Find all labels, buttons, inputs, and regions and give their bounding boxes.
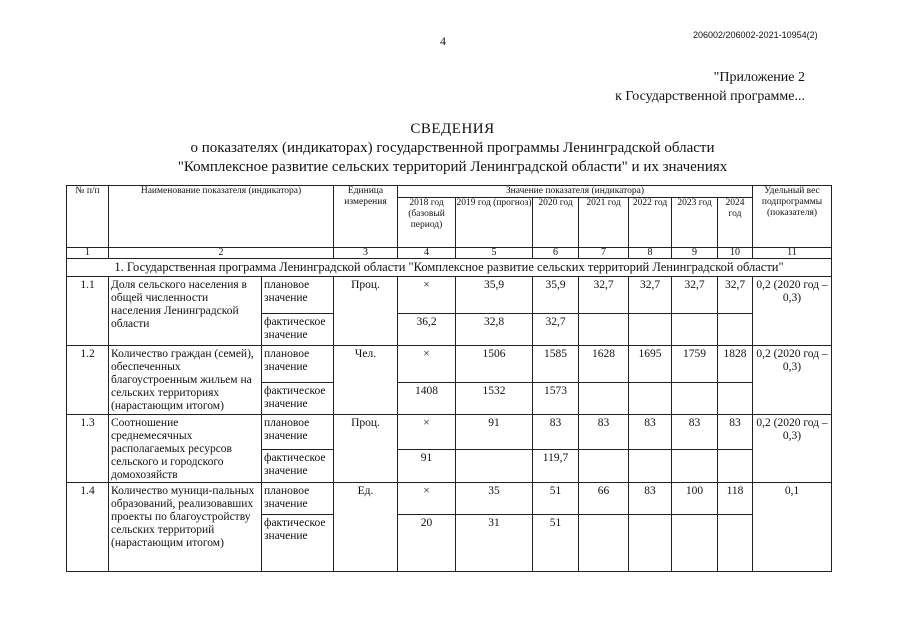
header-no: № п/п bbox=[67, 186, 109, 248]
planned-value: × bbox=[398, 483, 456, 515]
actual-value bbox=[579, 515, 629, 572]
actual-value bbox=[718, 314, 753, 346]
section-title: 1. Государственная программа Ленинградской области "Комплексное развитие сельских территорий Ленинградской области" bbox=[67, 259, 832, 277]
header-year: 2023 год bbox=[672, 198, 718, 248]
actual-label: фактическое значение bbox=[262, 515, 334, 572]
header-value-group: Значение показателя (индикатора) bbox=[398, 186, 753, 198]
planned-value: 35,9 bbox=[456, 277, 533, 314]
actual-value bbox=[579, 383, 629, 415]
actual-value bbox=[579, 314, 629, 346]
indicator-number: 1.1 bbox=[67, 277, 109, 346]
actual-value: 51 bbox=[533, 515, 579, 572]
planned-value: 51 bbox=[533, 483, 579, 515]
planned-value: 32,7 bbox=[672, 277, 718, 314]
indicator-unit: Проц. bbox=[334, 415, 398, 483]
indicator-name: Доля сельского населения в общей численности населения Ленинградской области bbox=[109, 277, 262, 346]
planned-value: 35,9 bbox=[533, 277, 579, 314]
planned-value: 100 bbox=[672, 483, 718, 515]
indicator-share: 0,1 bbox=[753, 483, 832, 572]
header-share: Удельный вес подпрограммы (показателя) bbox=[753, 186, 832, 248]
indicator-number: 1.3 bbox=[67, 415, 109, 483]
title-line-1: о показателях (индикаторах) государственной программы Ленинградской области bbox=[190, 140, 715, 156]
planned-value: 118 bbox=[718, 483, 753, 515]
title-line-2: "Комплексное развитие сельских территорий Ленинградской области" и их значениях bbox=[177, 159, 728, 175]
document-title bbox=[0, 120, 905, 177]
actual-value bbox=[672, 515, 718, 572]
column-number: 2 bbox=[109, 248, 334, 259]
actual-value: 91 bbox=[398, 449, 456, 482]
planned-label: плановое значение bbox=[262, 483, 334, 515]
indicator-share: 0,2 (2020 год – 0,3) bbox=[753, 346, 832, 415]
planned-label: плановое значение bbox=[262, 415, 334, 450]
table-row bbox=[67, 415, 832, 450]
table-row bbox=[67, 346, 832, 383]
indicators-table bbox=[66, 185, 832, 572]
header-year: 2020 год bbox=[533, 198, 579, 248]
indicator-name: Количество муници-пальных образований, реализовавших проекты по благоустройству сельских территорий (нарастающим итогом) bbox=[109, 483, 262, 572]
column-number: 6 bbox=[533, 248, 579, 259]
column-numbers-row bbox=[67, 248, 832, 259]
appendix-line-2: к Государственной программе... bbox=[615, 89, 805, 104]
indicator-share: 0,2 (2020 год – 0,3) bbox=[753, 415, 832, 483]
indicator-unit: Ед. bbox=[334, 483, 398, 572]
actual-value bbox=[718, 449, 753, 482]
actual-value: 119,7 bbox=[533, 449, 579, 482]
actual-value bbox=[629, 314, 672, 346]
actual-value bbox=[718, 383, 753, 415]
indicator-number: 1.2 bbox=[67, 346, 109, 415]
header-name: Наименование показателя (индикатора) bbox=[109, 186, 334, 248]
planned-value: 1759 bbox=[672, 346, 718, 383]
actual-value bbox=[629, 515, 672, 572]
planned-value: 1695 bbox=[629, 346, 672, 383]
indicator-share: 0,2 (2020 год – 0,3) bbox=[753, 277, 832, 346]
actual-value: 1408 bbox=[398, 383, 456, 415]
column-number: 1 bbox=[67, 248, 109, 259]
planned-value: × bbox=[398, 277, 456, 314]
planned-value: 83 bbox=[718, 415, 753, 450]
actual-value: 32,8 bbox=[456, 314, 533, 346]
header-year: 2021 год bbox=[579, 198, 629, 248]
planned-value: 91 bbox=[456, 415, 533, 450]
page-number: 4 bbox=[440, 34, 446, 48]
actual-value bbox=[718, 515, 753, 572]
header-year: 2022 год bbox=[629, 198, 672, 248]
planned-value: 1628 bbox=[579, 346, 629, 383]
planned-value: 83 bbox=[579, 415, 629, 450]
actual-value: 32,7 bbox=[533, 314, 579, 346]
appendix-line-1: "Приложение 2 bbox=[713, 70, 805, 85]
planned-value: 1828 bbox=[718, 346, 753, 383]
column-number: 7 bbox=[579, 248, 629, 259]
planned-value: 66 bbox=[579, 483, 629, 515]
planned-value: 32,7 bbox=[579, 277, 629, 314]
title-main: СВЕДЕНИЯ bbox=[410, 121, 495, 137]
actual-value bbox=[456, 449, 533, 482]
actual-label: фактическое значение bbox=[262, 314, 334, 346]
actual-value bbox=[579, 449, 629, 482]
planned-value: 32,7 bbox=[718, 277, 753, 314]
indicator-name: Количество граждан (семей), обеспеченных благоустроенным жильем на сельских территориях (нарастающим итогом) bbox=[109, 346, 262, 415]
column-number: 4 bbox=[398, 248, 456, 259]
actual-value: 1573 bbox=[533, 383, 579, 415]
indicator-name: Соотношение среднемесячных располагаемых ресурсов сельского и городского домохозяйств bbox=[109, 415, 262, 483]
actual-value bbox=[629, 383, 672, 415]
column-number: 10 bbox=[718, 248, 753, 259]
planned-value: 83 bbox=[629, 415, 672, 450]
column-number: 11 bbox=[753, 248, 832, 259]
header-year: 2019 год (прогноз) bbox=[456, 198, 533, 248]
actual-label: фактическое значение bbox=[262, 383, 334, 415]
header-year: 2018 год (базовый период) bbox=[398, 198, 456, 248]
planned-value: 1585 bbox=[533, 346, 579, 383]
indicator-unit: Чел. bbox=[334, 346, 398, 415]
document-code: 206002/206002-2021-10954(2) bbox=[693, 30, 818, 40]
actual-label: фактическое значение bbox=[262, 449, 334, 482]
indicator-number: 1.4 bbox=[67, 483, 109, 572]
planned-value: 32,7 bbox=[629, 277, 672, 314]
planned-value: 35 bbox=[456, 483, 533, 515]
header-year: 2024 год bbox=[718, 198, 753, 248]
planned-value: 83 bbox=[672, 415, 718, 450]
table-row bbox=[67, 277, 832, 314]
planned-value: × bbox=[398, 415, 456, 450]
indicator-unit: Проц. bbox=[334, 277, 398, 346]
planned-value: × bbox=[398, 346, 456, 383]
actual-value: 20 bbox=[398, 515, 456, 572]
header-unit: Единица измерения bbox=[334, 186, 398, 248]
actual-value bbox=[629, 449, 672, 482]
planned-label: плановое значение bbox=[262, 277, 334, 314]
planned-value: 1506 bbox=[456, 346, 533, 383]
column-number: 8 bbox=[629, 248, 672, 259]
planned-value: 83 bbox=[629, 483, 672, 515]
actual-value: 31 bbox=[456, 515, 533, 572]
appendix-note bbox=[615, 68, 805, 106]
actual-value bbox=[672, 383, 718, 415]
section-row bbox=[67, 259, 832, 277]
actual-value bbox=[672, 314, 718, 346]
column-number: 9 bbox=[672, 248, 718, 259]
planned-label: плановое значение bbox=[262, 346, 334, 383]
planned-value: 83 bbox=[533, 415, 579, 450]
actual-value bbox=[672, 449, 718, 482]
actual-value: 36,2 bbox=[398, 314, 456, 346]
table-row bbox=[67, 483, 832, 515]
column-number: 3 bbox=[334, 248, 398, 259]
column-number: 5 bbox=[456, 248, 533, 259]
actual-value: 1532 bbox=[456, 383, 533, 415]
